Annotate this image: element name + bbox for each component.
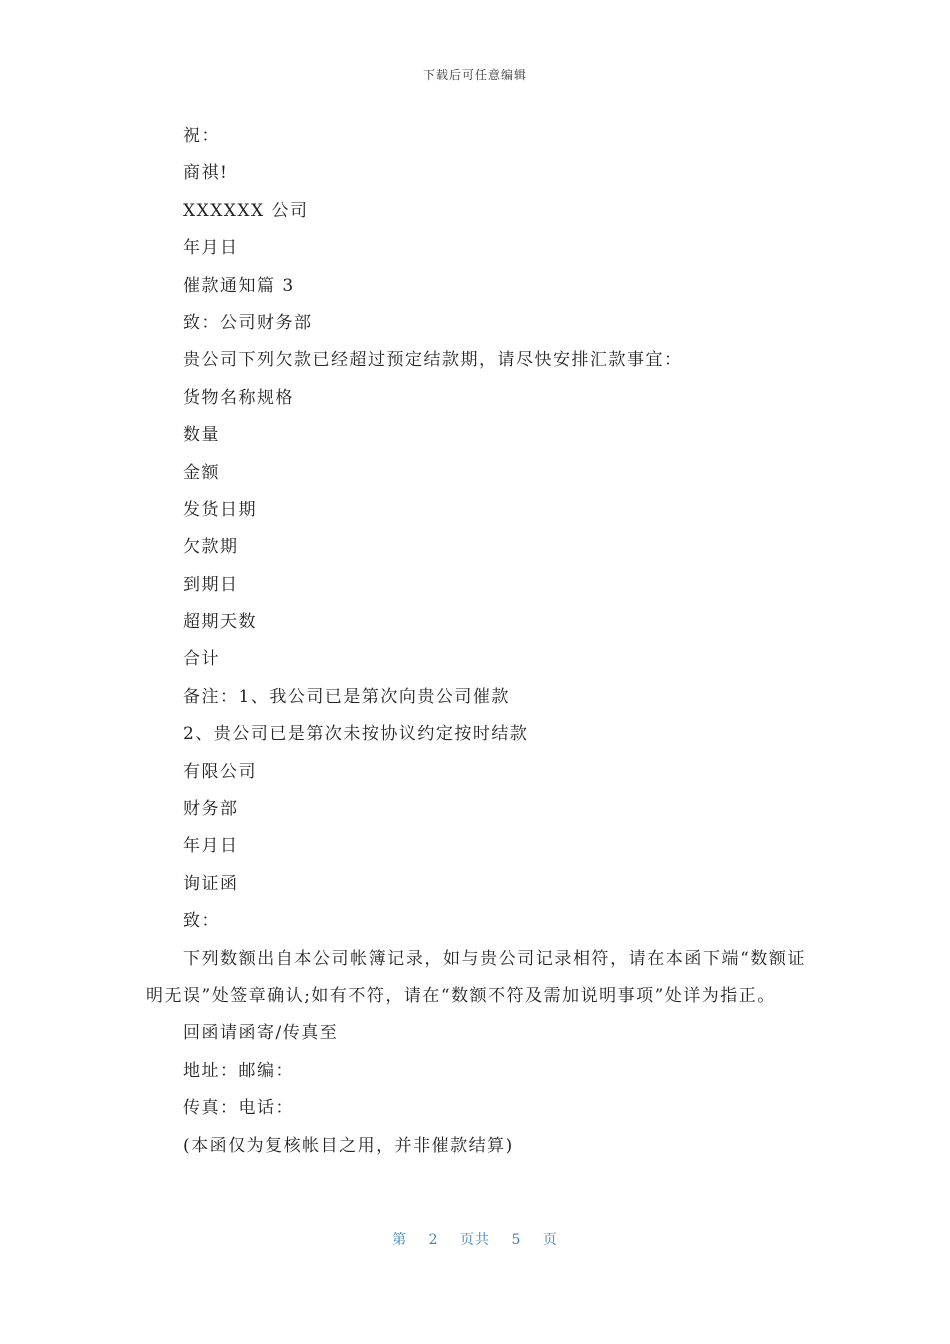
text-line: 有限公司 xyxy=(183,761,257,782)
document-body xyxy=(146,118,806,1165)
text-line: 年月日 xyxy=(183,238,239,259)
section-title: 催款通知篇 3 xyxy=(183,275,295,296)
footer-suffix: 页 xyxy=(542,1232,558,1248)
footer-mid: 页共 xyxy=(460,1232,490,1248)
text-line: 致：公司财务部 xyxy=(183,312,313,333)
text-line: 发货日期 xyxy=(183,499,257,520)
text-line: 数量 xyxy=(183,425,220,446)
text-line: 致： xyxy=(183,911,220,932)
text-line: 年月日 xyxy=(183,836,239,857)
text-line: 2、贵公司已是第次未按协议约定按时结款 xyxy=(183,724,529,745)
text-line: 回函请函寄/传真至 xyxy=(183,1023,339,1044)
text-line: 地址：邮编： xyxy=(183,1060,294,1081)
text-line: 金额 xyxy=(183,462,220,483)
text-line: 到期日 xyxy=(183,574,239,595)
text-line: 贵公司下列欠款已经超过预定结款期，请尽快安排汇款事宜： xyxy=(183,350,683,371)
text-line: 货物名称规格 xyxy=(183,387,294,408)
section-title: 询证函 xyxy=(183,873,239,894)
footer-prefix: 第 xyxy=(392,1232,408,1248)
text-line: 超期天数 xyxy=(183,612,257,633)
body-paragraph: 下列数额出自本公司帐簿记录，如与贵公司记录相符，请在本函下端“数额证明无误”处签章确认;如有不符，请在“数额不符及需加说明事项”处详为指正。 xyxy=(146,948,806,1006)
text-line: 商祺! xyxy=(183,163,229,184)
page-header: 下载后可任意编辑 xyxy=(422,68,527,82)
text-line: 祝： xyxy=(183,126,220,146)
text-line: 传真：电话： xyxy=(183,1098,294,1119)
text-line: 欠款期 xyxy=(183,537,239,558)
page-number: 2 xyxy=(428,1232,439,1248)
text-line: (本函仅为复核帐目之用，并非催款结算) xyxy=(183,1135,514,1156)
text-line: 财务部 xyxy=(183,799,239,820)
text-line: 合计 xyxy=(183,649,220,670)
text-line: XXXXXX 公司 xyxy=(183,200,309,221)
total-pages: 5 xyxy=(511,1232,522,1248)
text-line: 备注：1、我公司已是第次向贵公司催款 xyxy=(183,686,510,707)
page-footer xyxy=(0,1229,950,1249)
